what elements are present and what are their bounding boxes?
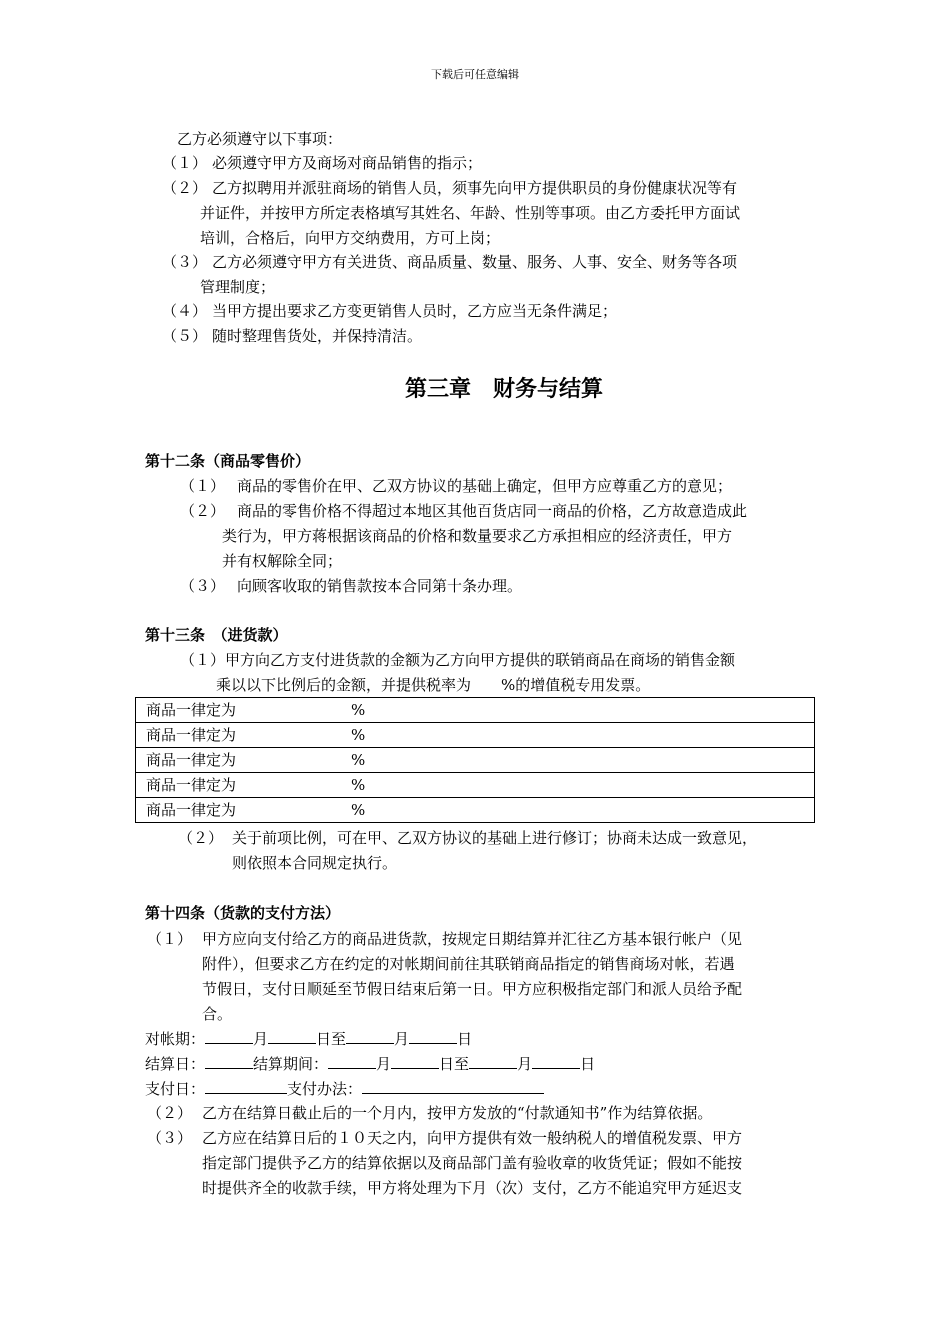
field-label: 月 [517, 1055, 533, 1073]
field-label: 支付办法： [287, 1080, 363, 1098]
list-item-text: 乙方应在结算日后的１０天之内，向甲方提供有效一般纳税人的增值税发票、甲方 [202, 1129, 743, 1147]
blank-field[interactable] [532, 1051, 580, 1069]
blank-field[interactable] [205, 1051, 253, 1069]
list-item-text: 节假日，支付日顺延至节假日结束后第一日。甲方应积极指定部门和派人员给予配 [202, 980, 743, 998]
field-label: 结算日： [145, 1055, 206, 1073]
list-item-text: 商品的零售价格不得超过本地区其他百货店同一商品的价格，乙方故意造成此 [237, 502, 748, 520]
list-item-text: 指定部门提供予乙方的结算依据以及商品部门盖有验收章的收货凭证；假如不能按 [202, 1154, 743, 1172]
field-label: 日 [580, 1055, 596, 1073]
field-label: 日至 [316, 1030, 347, 1048]
list-item-num: （３） [162, 253, 208, 271]
list-item-text: 向顾客收取的销售款按本合同第十条办理。 [237, 577, 523, 595]
list-item-text: 商品的零售价在甲、乙双方协议的基础上确定，但甲方应尊重乙方的意见； [237, 477, 733, 495]
list-item-text: 时提供齐全的收款手续，甲方将处理为下月（次）支付，乙方不能追究甲方延迟支 [202, 1179, 743, 1197]
table-cell-unit: % [351, 726, 366, 744]
list-item-text: 当甲方提出要求乙方变更销售人员时，乙方应当无条件满足； [212, 302, 618, 320]
reconciliation-period-line [145, 1026, 472, 1052]
payment-line [145, 1076, 544, 1102]
article-14-title: 第十四条（货款的支付方法） [145, 904, 341, 922]
blank-field[interactable] [346, 1026, 394, 1044]
field-label: 支付日： [145, 1080, 206, 1098]
intro-lead: 乙方必须遵守以下事项： [177, 130, 343, 148]
table-cell-unit: % [351, 801, 366, 819]
list-item-text: 附件），但要求乙方在约定的对帐期间前往其联销商品指定的销售商场对帐，若遇 [202, 955, 735, 973]
table-cell-label: 商品一律定为 [146, 701, 237, 719]
list-item-num: （２） [147, 1104, 193, 1122]
table-cell-label: 商品一律定为 [146, 726, 237, 744]
settlement-line [145, 1051, 595, 1077]
list-item-text: 合。 [202, 1005, 233, 1023]
list-item-text: 并证件，并按甲方所定表格填写其姓名、年龄、性别等事项。由乙方委托甲方面试 [200, 204, 741, 222]
list-item-text: 并有权解除全同； [222, 552, 343, 570]
list-item-num: （３） [147, 1129, 193, 1147]
blank-field[interactable] [469, 1051, 517, 1069]
list-item-num: （２） [178, 829, 224, 847]
field-label: 对帐期： [145, 1030, 206, 1048]
field-label: 日至 [439, 1055, 470, 1073]
field-label: 月 [394, 1030, 410, 1048]
table-row [136, 748, 815, 773]
field-label: 月 [376, 1055, 392, 1073]
table-cell-label: 商品一律定为 [146, 801, 237, 819]
table-cell-unit: % [351, 776, 366, 794]
list-item-text: 关于前项比例，可在甲、乙双方协议的基础上进行修订；协商未达成一致意见， [232, 829, 758, 847]
list-item-num: （２） [180, 502, 226, 520]
list-item-num: （３） [180, 577, 226, 595]
table-cell-label: 商品一律定为 [146, 776, 237, 794]
list-item-text: 甲方应向支付给乙方的商品进货款，按规定日期结算并汇往乙方基本银行帐户（见 [202, 930, 743, 948]
list-item-num: （５） [162, 327, 208, 345]
field-label: 结算期间： [253, 1055, 329, 1073]
article-12-title: 第十二条（商品零售价） [145, 452, 311, 470]
blank-field[interactable] [409, 1026, 457, 1044]
blank-field[interactable] [205, 1026, 253, 1044]
list-item-text: 培训，合格后，向甲方交纳费用，方可上岗； [200, 229, 501, 247]
paragraph-line: （１）甲方向乙方支付进货款的金额为乙方向甲方提供的联销商品在商场的销售金额 [180, 651, 736, 669]
table-cell-unit: % [351, 751, 366, 769]
field-label: 月 [253, 1030, 269, 1048]
blank-field[interactable] [362, 1076, 544, 1094]
article-13-title: 第十三条 （进货款） [145, 626, 288, 644]
list-item-text: 乙方在结算日截止后的一个月内，按甲方发放的“付款通知书”作为结算依据。 [202, 1104, 713, 1122]
chapter-title: 第三章 财务与结算 [404, 376, 603, 402]
blank-field[interactable] [205, 1076, 287, 1094]
blank-field[interactable] [328, 1051, 376, 1069]
table-row [136, 773, 815, 798]
list-item-text: 随时整理售货处，并保持清洁。 [212, 327, 423, 345]
list-item-text: 管理制度； [200, 278, 276, 296]
list-item-text: 乙方必须遵守甲方有关进货、商品质量、数量、服务、人事、安全、财务等各项 [212, 253, 738, 271]
table-row [136, 723, 815, 748]
table-cell-label: 商品一律定为 [146, 751, 237, 769]
blank-field[interactable] [268, 1026, 316, 1044]
table-cell-unit: % [351, 701, 366, 719]
field-label: 日 [457, 1030, 473, 1048]
list-item-text: 类行为，甲方蒋根据该商品的价格和数量要求乙方承担相应的经济责任，甲方 [222, 527, 733, 545]
list-item-num: （４） [162, 302, 208, 320]
table-row [136, 698, 815, 723]
ratio-table [135, 697, 815, 823]
list-item-num: （２） [162, 179, 208, 197]
table-row [136, 798, 815, 823]
paragraph-line: 乘以以下比例后的金额，并提供税率为 %的增值税专用发票。 [216, 676, 651, 694]
list-item-num: （１） [147, 930, 193, 948]
list-item-text: 必须遵守甲方及商场对商品销售的指示； [212, 154, 483, 172]
list-item-num: （１） [180, 477, 226, 495]
blank-field[interactable] [391, 1051, 439, 1069]
list-item-text: 乙方拟聘用并派驻商场的销售人员，须事先向甲方提供职员的身份健康状况等有 [212, 179, 738, 197]
page-header: 下载后可任意编辑 [431, 68, 519, 81]
list-item-text: 则依照本合同规定执行。 [232, 854, 398, 872]
list-item-num: （１） [162, 154, 208, 172]
